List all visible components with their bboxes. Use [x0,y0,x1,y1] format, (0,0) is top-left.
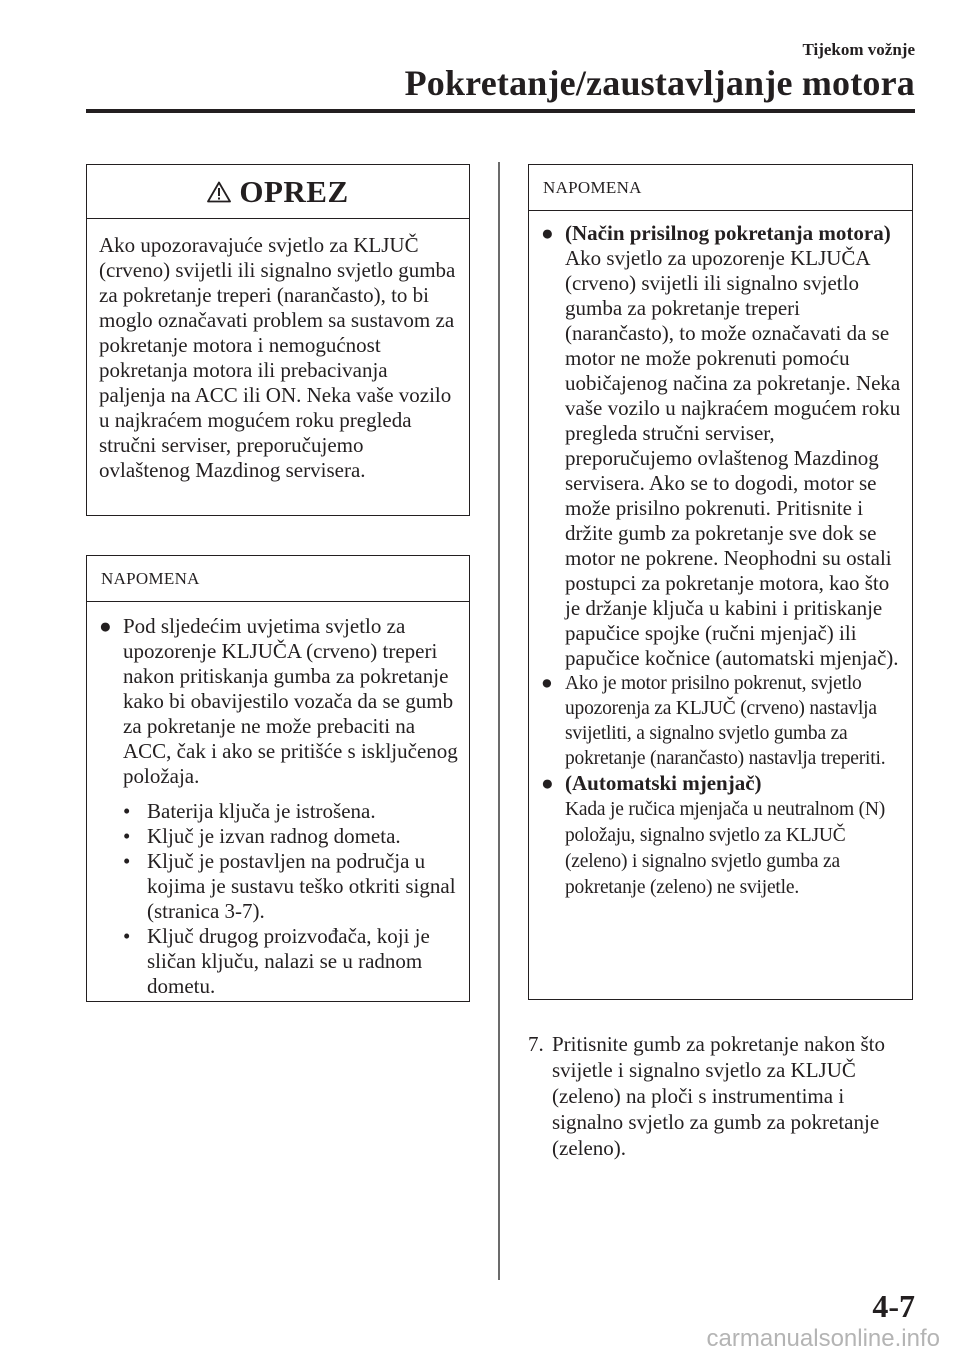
note-bullet-text: Pod sljedećim uvjetima svjetlo za upozorenje KLJUČA (crveno) treperi nakon pritiskanja gumba za pokretanje kako bi obavijestilo vozača da se gumb za pokretanje ne može prebaciti na ACC, čak i ako se pritišće s isključenog položaja. [123,614,458,788]
watermark: carmanualsonline.info [706,1325,940,1352]
list-item: • Ključ je postavljen na područja u kojima je sustavu teško otkriti signal (stranica 3-7). [123,849,456,923]
step-number: 7. [528,1032,544,1056]
note-bullet-heading: (Automatski mjenjač) [565,771,762,795]
page-number: 4-7 [872,1288,915,1324]
note-bullet-heading: (Način prisilnog pokretanja motora) [565,221,891,245]
condition-list [99,799,459,999]
note-bullet: ● (Način prisilnog pokretanja motora) Ako svjetlo za upozorenje KLJUČA (crveno) svijetli ili signalno svjetlo gumba za pokretanje treperi (narančasto), to može označavati da se motor ne može pokrenuti pomoću uobičajenog načina za pokretanje. Neka vaše vozilo u najkraćem mogućem roku pregleda stručni serviser, preporučujemo ovlaštenog Mazdinog servisera. Ako se to dogodi, motor se može prisilno pokrenuti. Pritisnite i držite gumb za pokretanje sve dok se motor ne pokrene. Neophodni su ostali postupci za pokretanje motora, kao što je držanje ključa u kabini i pritiskanje papučice spojke (ručni mjenjač) ili papučice kočnice (automatski mjenjač). [541,221,904,671]
note-bullet: ● (Automatski mjenjač) Kada je ručica mjenjača u neutralnom (N) položaju, signalno svjetlo za KLJUČ (zeleno) i signalno svjetlo gumba za pokretanje (zeleno) ne svijetle. [541,771,904,900]
header-rule [86,109,915,113]
note-title: NAPOMENA [87,556,469,602]
note-bullet: ● Ako je motor prisilno pokrenut, svjetlo upozorenja za KLJUČ (crveno) nastavlja svijetliti, a signalno svjetlo gumba za pokretanje (narančasto) nastavlja treperiti. [541,671,904,771]
bullet-marker: ● [99,614,112,638]
note-title: NAPOMENA [529,165,912,211]
list-item: • Baterija ključa je istrošena. [123,799,376,823]
note-bullet-text: Ako je motor prisilno pokrenut, svjetlo upozorenja za KLJUČ (crveno) nastavlja svijetliti, a signalno svjetlo gumba za pokretanje (narančasto) nastavlja treperiti. [565,673,886,769]
caution-title: OPREZ [239,173,349,209]
column-divider [498,162,500,1280]
caution-box [86,164,470,516]
procedure-step [528,1031,913,1161]
caution-header [87,165,469,219]
list-item: • Ključ drugog proizvođača, koji je sličan ključu, nalazi se u radnom dometu. [123,924,430,998]
note-bullet [99,614,459,789]
note-bullet-text: Kada je ručica mjenjača u neutralnom (N) položaju, signalno svjetlo za KLJUČ (zeleno) i signalno svjetlo gumba za pokretanje (zeleno) ne svijetle. [565,799,886,898]
list-item: • Ključ je izvan radnog dometa. [123,824,401,848]
step-text: Pritisnite gumb za pokretanje nakon što svijetle i signalno svjetlo za KLJUČ (zeleno) na ploči s instrumentima i signalno svjetlo za gumb za pokretanje (zeleno). [552,1032,886,1160]
note-box-left [86,555,470,1002]
warning-triangle-icon [207,181,231,203]
note-box-right [528,164,913,1000]
caution-text: Ako upozoravajuće svjetlo za KLJUČ (crveno) svijetli ili signalno svjetlo gumba za pokretanje treperi (narančasto), to bi moglo označavati problem sa sustavom za pokretanje motora i nemogućnost pokretanja motora ili prebacivanja paljenja na ACC ili ON. Neka vaše vozilo u najkraćem mogućem roku pregleda stručni serviser, preporučujemo ovlaštenog Mazdinog servisera. [99,233,456,482]
section-label: Tijekom vožnje [802,40,915,59]
note-bullet-text: Ako svjetlo za upozorenje KLJUČA (crveno) svijetli ili signalno svjetlo gumba za pokretanje treperi (narančasto), to može označavati da se motor ne može pokrenuti pomoću uobičajenog načina za pokretanje. Neka vaše vozilo u najkraćem mogućem roku pregleda stručni serviser, preporučujemo ovlaštenog Mazdinog servisera. Ako se to dogodi, motor se može prisilno pokrenuti. Pritisnite i držite gumb za pokretanje sve dok se motor ne pokrene. Neophodni su ostali postupci za pokretanje motora, kao što je držanje ključa u kabini i pritiskanje papučice spojke (ručni mjenjač) ili papučice kočnice (automatski mjenjač). [565,246,901,670]
page-title: Pokretanje/zaustavljanje motora [404,63,915,103]
